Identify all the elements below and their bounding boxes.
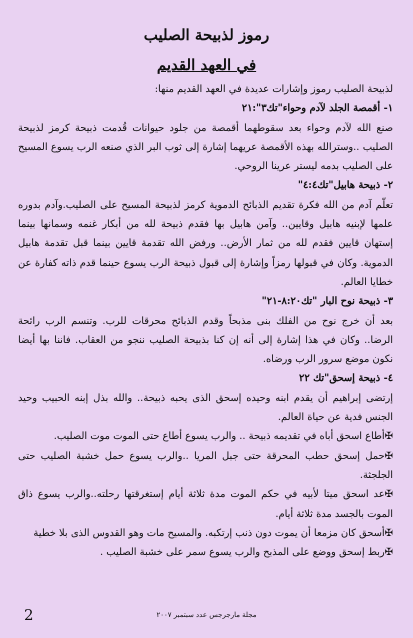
cross-icon: ✠ — [384, 527, 393, 539]
page-title: رموز لذبيحة الصليب — [143, 26, 270, 44]
page-number: 2 — [24, 606, 34, 624]
bullet-item — [18, 485, 393, 524]
section-heading: ٣- ذبيحة نوح البار "تك٨:٢٠-٢١" — [261, 296, 393, 308]
section-text: إرتضى إبراهيم أن يقدم ابنه وحيده إسحق الذى يحبه ذبيحة.. والله بذل إبنه الحبيب وحيد الجنس فدية عن حياة العالم. — [18, 392, 393, 424]
section-text: بعد أن خرج نوح من الفلك بنى مذبحاً وقدم الذبائح محرقات للرب. وتنسم الرب رائحة الرضا.. وكان في هذا إشارة إلى أنه إن كنا بذبيحة الصليب ننجو من العقاب. فاننا بها أيضا نكون موضع سرور الرب ورضاه. — [18, 315, 393, 366]
bullet-item — [18, 447, 393, 486]
section-text: تعلّم آدم من الله فكرة تقديم الذبائح الدموية كرمز لذبيحة المسيح على الصليب.وآدم بدوره علمها لإبنيه هابيل وقايين.. وآمن هابيل بها فقدم ذبيحة لله من أبكار غنمه وسمانها بينما إستهان قايين فقدم لله من ثمار الأرض.. ورفض الله تقدمة قايين بينما قبل تقدمة هابيل الدموية. وكان في قبولها رمزاً وإشارة إلى قبول ذبيحة الرب يسوع حينما قدم ذاته كفارة عن خطايا العالم. — [18, 199, 393, 288]
bullet-text: عد اسحق ميتا لأبيه في حكم الموت مدة ثلاثة أيام إستغرقتها رحلته..والرب يسوع ذاق الموت بالجسد مدة ثلاثة أيام. — [18, 489, 393, 520]
footer-text: مجلة مارجرجس عدد سبتمبر ٢٠٠٧ — [156, 611, 257, 619]
cross-icon: ✠ — [384, 450, 393, 462]
section-text: صنع الله لآدم وحواء بعد سقوطهما أقمصة من جلود حيوانات قُدمت ذبيحة كرمز لذبيحة الصليب ..وسترالله بهذه الأقمصة عريهما إشارة إلى ثوب البر الذي صنعه الرب يسوع المسيح على الصليب بدمه ليستر عرينا الروحي. — [18, 122, 393, 173]
bullet-item — [18, 524, 393, 543]
page-subtitle: في العهد القديم — [156, 56, 257, 74]
bullet-text: حمل إسحق حطب المحرقة حتى جبل المريا ..والرب يسوع حمل خشبة الصليب حتى الجلجثة. — [18, 450, 393, 481]
intro-paragraph: لذبيحة الصليب رموز وإشارات عديدة في العهد القديم منها: — [154, 84, 393, 95]
section-heading: ٢- ذبيحة هابيل"تك٤:٤" — [297, 180, 393, 192]
bullet-text: أطاع اسحق أباه في تقديمه ذبيحة .. والرب يسوع أطاع حتى الموت موت الصليب. — [53, 431, 385, 443]
article-body — [18, 80, 393, 562]
bullet-item — [18, 543, 393, 562]
section-heading: ٤- ذبيحة إسحق"تك ٢٢ — [299, 373, 393, 385]
bullet-item — [18, 427, 393, 446]
bullet-text: ربط إسحق ووضع على المذبح والرب يسوع سمر على خشبة الصليب . — [99, 547, 385, 559]
bullet-text: أسحق كان مزمعا أن يموت دون ذنب إرتكبه. والمسيح مات وهو القدوس الذى بلا خطية — [33, 527, 385, 539]
section-heading: ١- أقمصة الجلد لآدم وحواء"تك٣":٢١ — [241, 103, 393, 115]
cross-icon: ✠ — [384, 547, 393, 559]
cross-icon: ✠ — [384, 431, 393, 443]
cross-icon: ✠ — [384, 489, 393, 501]
